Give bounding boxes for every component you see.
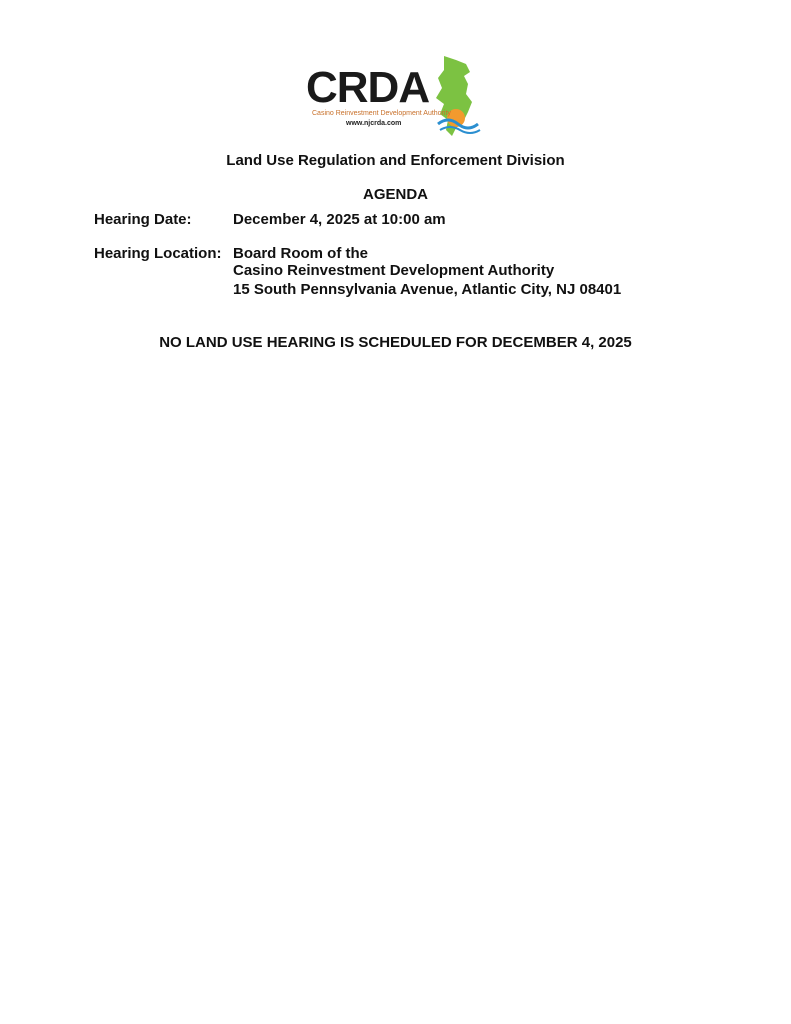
- logo-tagline: Casino Reinvestment Development Authority: [312, 110, 451, 117]
- agenda-title: AGENDA: [362, 186, 428, 203]
- hearing-location-line: Board Room of the: [233, 245, 368, 262]
- hearing-location-line: 15 South Pennsylvania Avenue, Atlantic City, NJ 08401: [233, 281, 622, 298]
- logo-wordmark: CRDA: [306, 63, 430, 112]
- new-jersey-map-icon: [426, 54, 482, 138]
- hearing-date-label: Hearing Date:: [94, 211, 192, 228]
- no-hearing-notice: NO LAND USE HEARING IS SCHEDULED FOR DECEMBER 4, 2025: [159, 334, 632, 351]
- hearing-location-label: Hearing Location:: [94, 245, 222, 262]
- division-title: Land Use Regulation and Enforcement Division: [226, 152, 565, 169]
- hearing-location-line: Casino Reinvestment Development Authority: [233, 262, 555, 279]
- crda-logo: [306, 54, 482, 138]
- logo-url: www.njcrda.com: [346, 120, 402, 127]
- hearing-date-value: December 4, 2025 at 10:00 am: [233, 211, 446, 228]
